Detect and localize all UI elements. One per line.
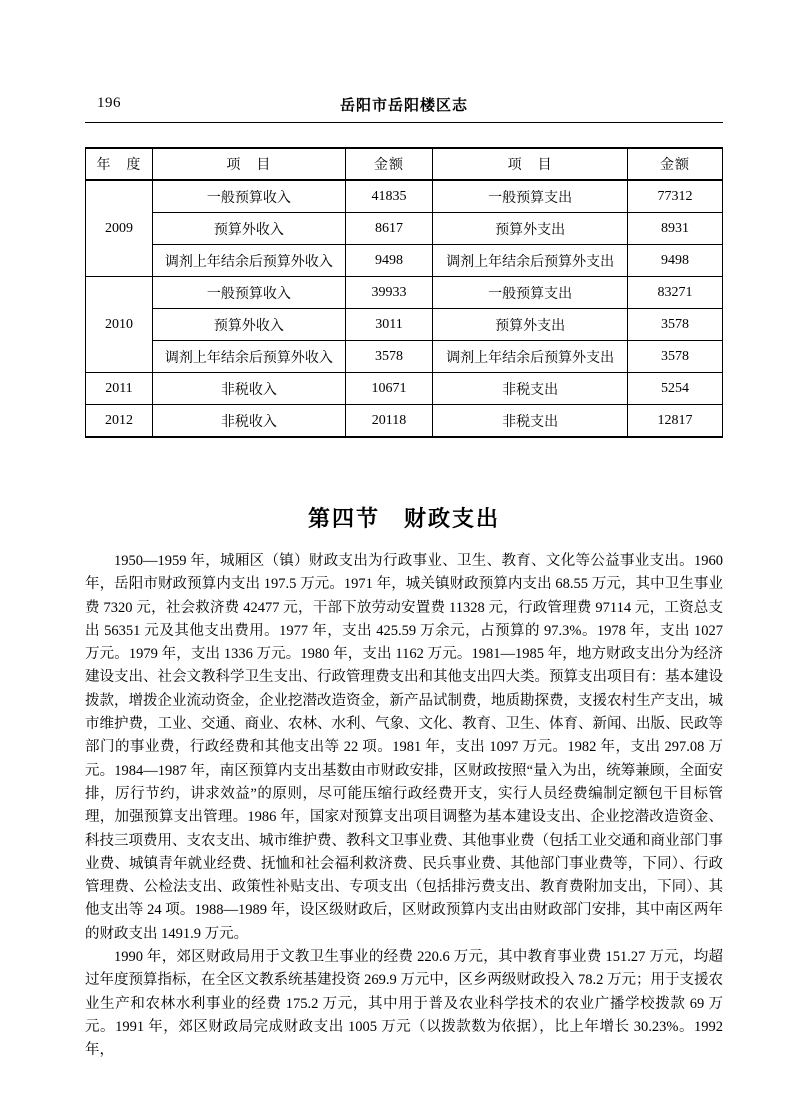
item-cell: 调剂上年结余后预算外支出 — [433, 245, 628, 277]
amount-cell: 9498 — [345, 245, 432, 277]
finance-table — [85, 147, 723, 438]
amount-cell: 3578 — [628, 309, 723, 341]
amount-cell: 3011 — [345, 309, 432, 341]
item-cell: 非税收入 — [152, 405, 345, 438]
page-number: 196 — [97, 95, 121, 111]
amount-cell: 8617 — [345, 213, 432, 245]
item-cell: 一般预算收入 — [152, 277, 345, 309]
item-cell: 调剂上年结余后预算外收入 — [152, 341, 345, 373]
column-header-amount-left: 金额 — [345, 148, 432, 180]
amount-cell: 10671 — [345, 373, 432, 405]
amount-cell: 39933 — [345, 277, 432, 309]
item-cell: 调剂上年结余后预算外支出 — [433, 341, 628, 373]
item-cell: 非税收入 — [152, 373, 345, 405]
table-row — [86, 341, 723, 373]
amount-cell: 3578 — [345, 341, 432, 373]
amount-cell: 3578 — [628, 341, 723, 373]
amount-cell: 83271 — [628, 277, 723, 309]
table-header-row — [86, 148, 723, 180]
year-cell: 2009 — [86, 180, 153, 277]
year-cell: 2011 — [86, 373, 153, 405]
item-cell: 一般预算支出 — [433, 277, 628, 309]
column-header-item-right: 项 目 — [433, 148, 628, 180]
amount-cell: 5254 — [628, 373, 723, 405]
item-cell: 预算外支出 — [433, 309, 628, 341]
item-cell: 预算外收入 — [152, 309, 345, 341]
item-cell: 非税支出 — [433, 405, 628, 438]
item-cell: 预算外支出 — [433, 213, 628, 245]
amount-cell: 77312 — [628, 180, 723, 213]
amount-cell: 9498 — [628, 245, 723, 277]
item-cell: 预算外收入 — [152, 213, 345, 245]
table-row — [86, 277, 723, 309]
amount-cell: 20118 — [345, 405, 432, 438]
table-row — [86, 245, 723, 277]
item-cell: 一般预算支出 — [433, 180, 628, 213]
book-title: 岳阳市岳阳楼区志 — [339, 97, 468, 114]
header-rule — [85, 122, 723, 123]
table-row — [86, 213, 723, 245]
paragraph: 1950—1959 年，城厢区（镇）财政支出为行政事业、卫生、教育、文化等公益事业支出。1960 年，岳阳市财政预算内支出 197.5 万元。1971 年，城关镇财政预算内支出 68.55 万元，其中卫生事业费 7320 元，社会救济费 42477 元，干部下放劳动安置费 11328 元，行政管理费 97114 元，工资总支出 56351 元及其他支出费用。1977 年，支出 425.59 万余元，占预算的 97.3%。1978 年，支出 1027 万元。1979 年，支出 1336 万元。1980 年，支出 1162 万元。1981—1985 年，地方财政支出分为经济建设支出、社会文教科学卫生支出、行政管理费支出和其他支出四大类。预算支出项目有：基本建设拨款，增拨企业流动资金，企业挖潜改造资金，新产品试制费，地质勘探费，支援农村生产支出，城市维护费，工业、交通、商业、农林、水利、气象、文化、教育、卫生、体育、新闻、出版、民政等部门的事业费，行政经费和其他支出等 22 项。1981 年，支出 1097 万元。1982 年，支出 297.08 万元。1984—1987 年，南区预算内支出基数由市财政安排，区财政按照“量入为出，统筹兼顾，全面安排，厉行节约，讲求效益”的原则，尽可能压缩行政经费开支，实行人员经费编制定额包干目标管理，加强预算支出管理。1986 年，国家对预算支出项目调整为基本建设支出、企业挖潜改造资金、科技三项费用、支农支出、城市维护费、教科文卫事业费、其他事业费（包括工业交通和商业部门事业费、城镇青年就业经费、抚恤和社会福利救济费、民兵事业费、其他部门事业费等，下同）、行政管理费、公检法支出、政策性补贴支出、专项支出（包括排污费支出、教育费附加支出，下同）、其他支出等 24 项。1988—1989 年，设区级财政后，区财政预算内支出由财政部门安排，其中南区两年的财政支出 1491.9 万元。 — [85, 553, 723, 942]
table-row — [86, 309, 723, 341]
table-row — [86, 373, 723, 405]
amount-cell: 41835 — [345, 180, 432, 213]
column-header-amount-right: 金额 — [628, 148, 723, 180]
body-text — [85, 550, 723, 1063]
column-header-year: 年 度 — [86, 148, 153, 180]
year-cell: 2012 — [86, 405, 153, 438]
amount-cell: 8931 — [628, 213, 723, 245]
section-title: 第四节 财政支出 — [307, 506, 500, 531]
amount-cell: 12817 — [628, 405, 723, 438]
item-cell: 非税支出 — [433, 373, 628, 405]
item-cell: 调剂上年结余后预算外收入 — [152, 245, 345, 277]
running-head — [85, 94, 723, 113]
table-row — [86, 405, 723, 438]
column-header-item-left: 项 目 — [152, 148, 345, 180]
year-cell: 2010 — [86, 277, 153, 373]
paragraph: 1990 年，郊区财政局用于文教卫生事业的经费 220.6 万元，其中教育事业费 151.27 万元，均超过年度预算指标，在全区文教系统基建投资 269.9 万元中，区乡两级财政投入 78.2 万元；用于支援农业生产和农林水利事业的经费 175.2 万元，其中用于普及农业科学技术的农业广播学校拨款 69 万元。1991 年，郊区财政局完成财政支出 1005 万元（以拨款数为依据），比上年增长 30.23%。1992 年， — [85, 949, 723, 1059]
table-row — [86, 180, 723, 213]
item-cell: 一般预算收入 — [152, 180, 345, 213]
